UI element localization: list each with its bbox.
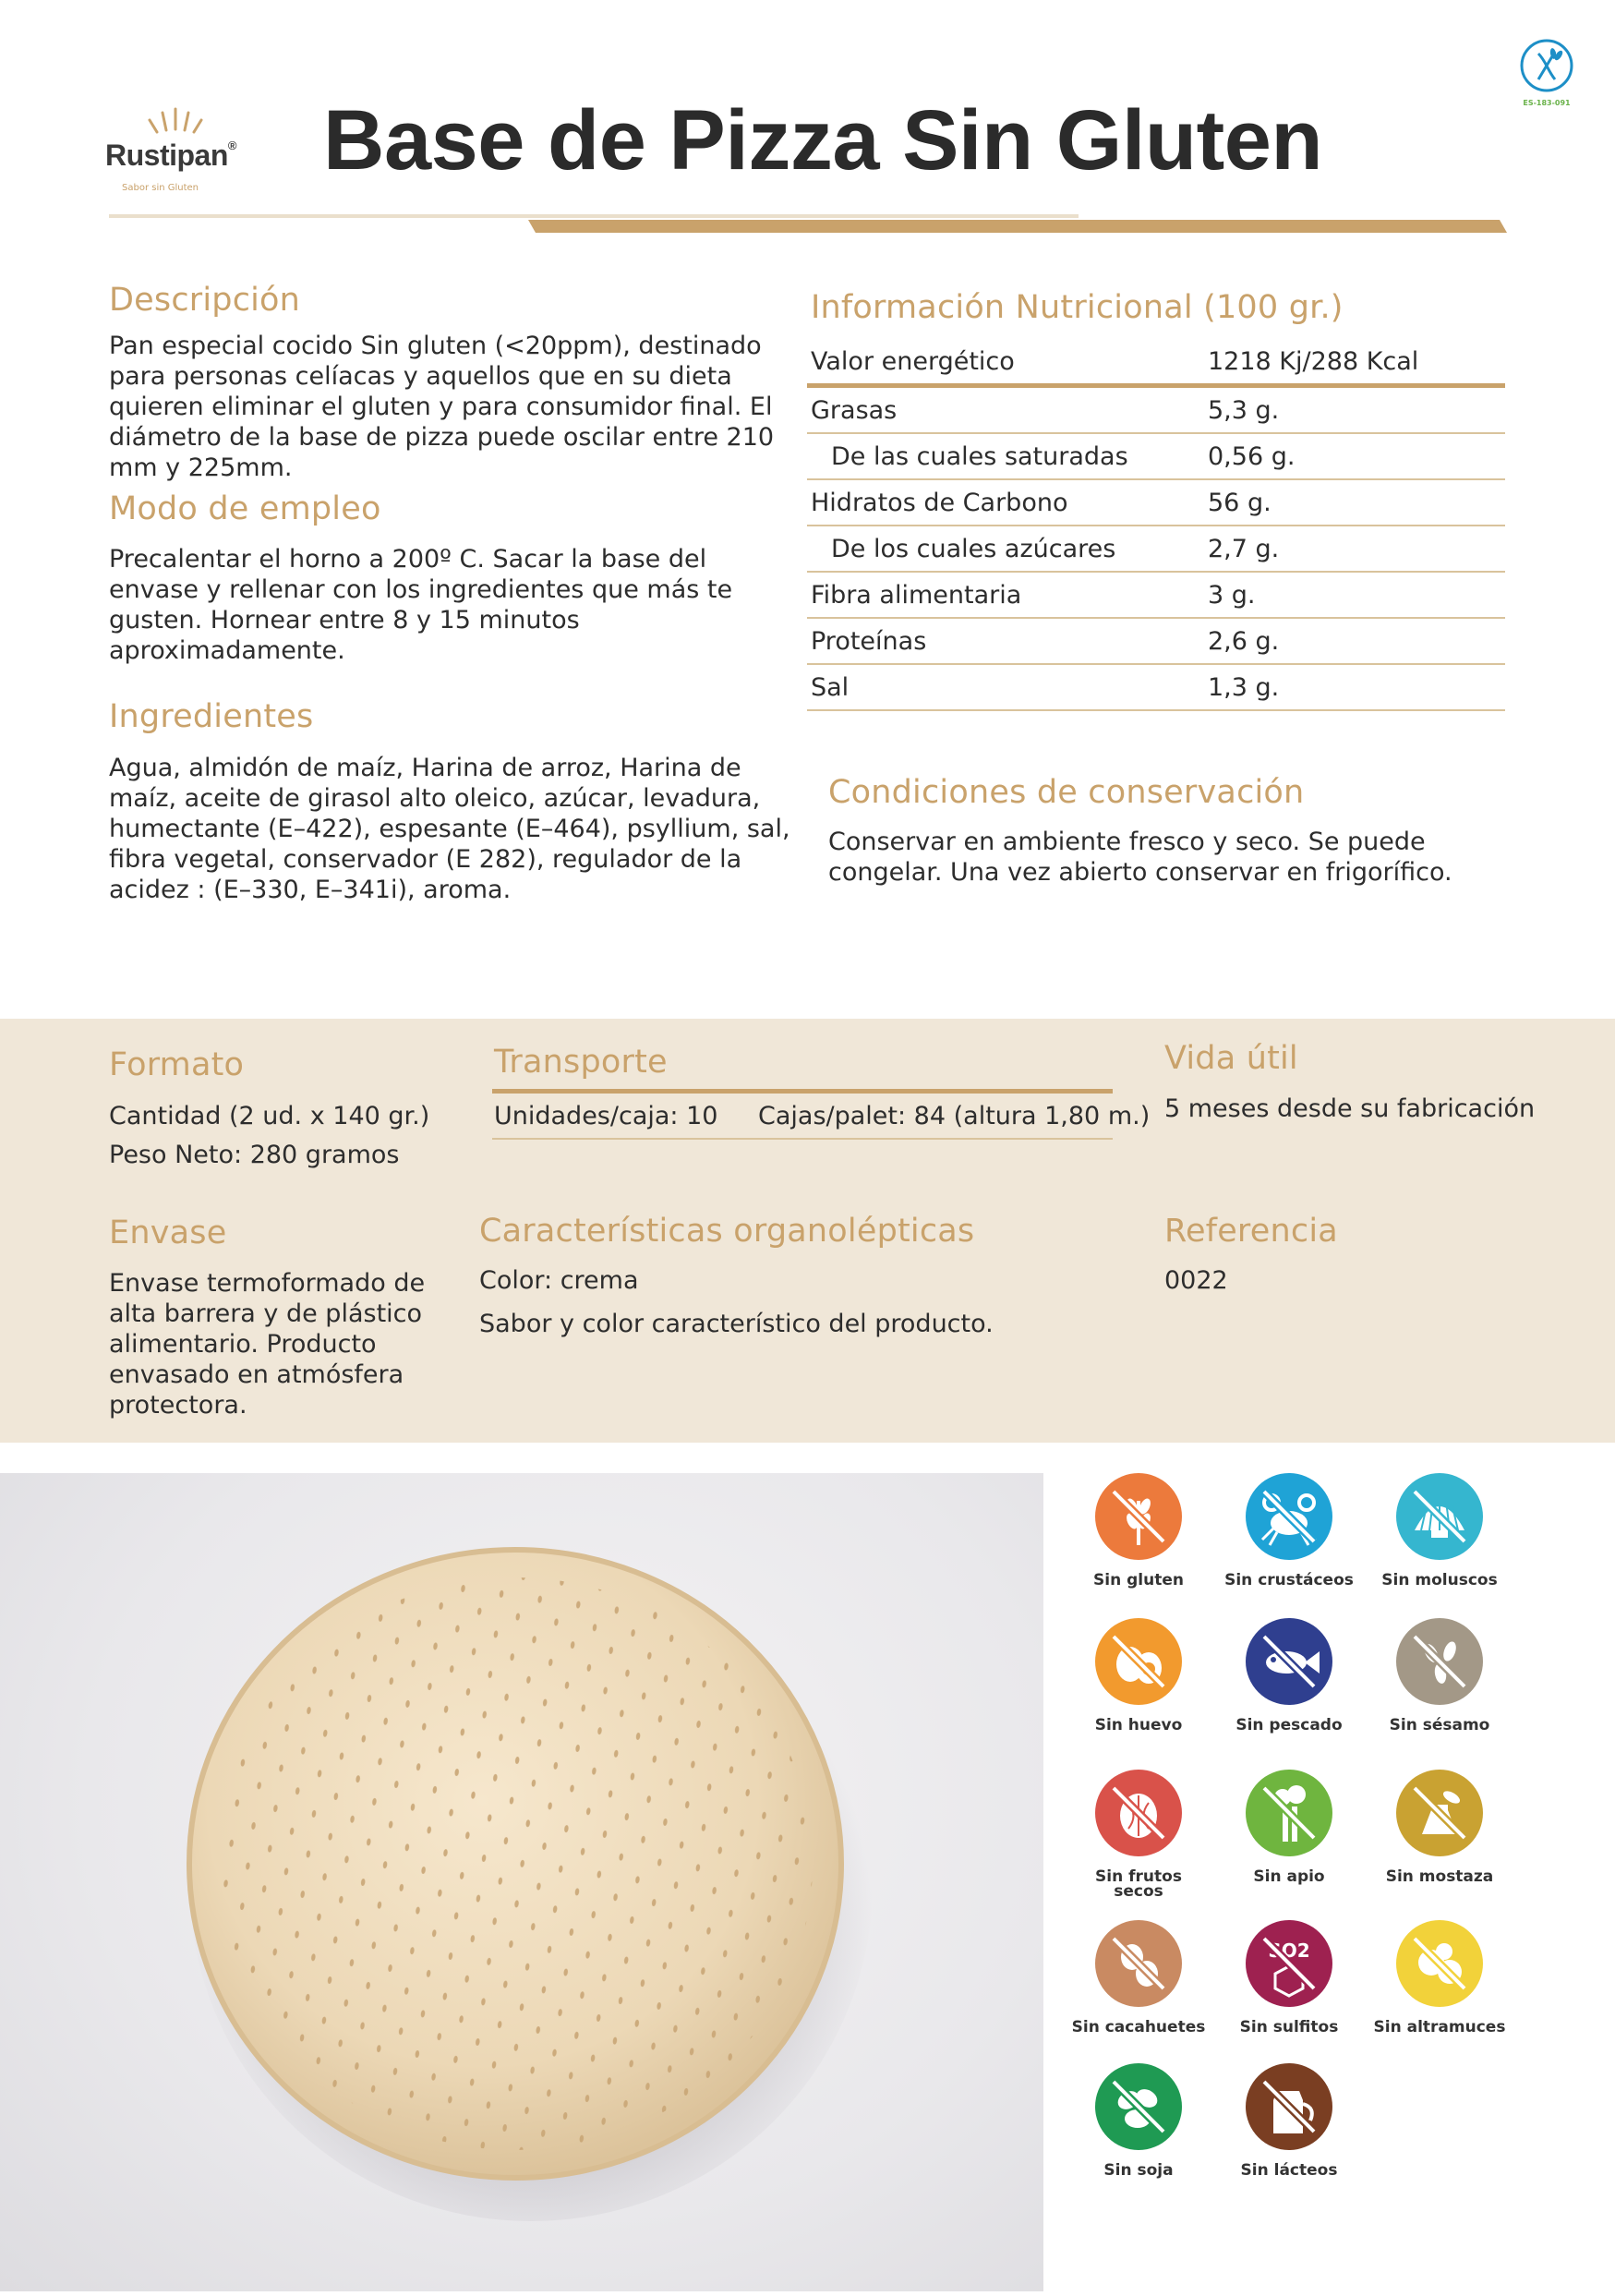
page-title: Base de Pizza Sin Gluten bbox=[323, 93, 1323, 187]
crossed-grain-icon bbox=[1518, 37, 1575, 94]
transporte-cajas: Cajas/palet: 84 (altura 1,80 m.) bbox=[758, 1102, 1151, 1130]
nutrition-label: Hidratos de Carbono bbox=[807, 479, 1204, 526]
formato-line1: Cantidad (2 ud. x 140 gr.) bbox=[109, 1102, 430, 1130]
ingredientes-text: Agua, almidón de maíz, Harina de arroz, Harina de maíz, aceite de girasol alto oleico, azúcar, levadura, humectante (E–422), espesante (E–464), psyllium, sal, fibra vegetal, conservador (E 282), regulador de la acidez : (E–330, E–341i), aroma. bbox=[109, 754, 790, 904]
allergen-label: Sin huevo bbox=[1094, 1716, 1183, 1734]
nutrition-row bbox=[807, 618, 1505, 664]
nutrition-row bbox=[807, 526, 1505, 572]
organolepticas-line2: Sabor y color característico del producto. bbox=[479, 1310, 994, 1338]
allergen-label: Sin crustáceos bbox=[1224, 1571, 1354, 1589]
transporte-heading: Transporte bbox=[494, 1044, 668, 1081]
sulfite-icon bbox=[1246, 1920, 1332, 2007]
allergen-item bbox=[1361, 1920, 1518, 2035]
allergen-label: Sin sésamo bbox=[1389, 1716, 1490, 1734]
brand-reg: ® bbox=[227, 139, 236, 152]
header-thin-line bbox=[109, 214, 1079, 218]
wheat-icon bbox=[1095, 1473, 1182, 1560]
vida-util-heading: Vida útil bbox=[1164, 1040, 1298, 1077]
svg-text:SO2: SO2 bbox=[1268, 1940, 1310, 1962]
egg-icon bbox=[1095, 1618, 1182, 1705]
crab-icon bbox=[1246, 1473, 1332, 1560]
envase-heading: Envase bbox=[109, 1214, 227, 1251]
conservacion-text: Conservar en ambiente fresco y seco. Se puede congelar. Una vez abierto conservar en frigorífico. bbox=[828, 828, 1452, 887]
allergen-item bbox=[1211, 2063, 1368, 2178]
allergen-label: Sin soja bbox=[1103, 2161, 1174, 2180]
product-photo bbox=[0, 1473, 1043, 2291]
header-gold-bar bbox=[528, 220, 1507, 238]
nutrition-row bbox=[807, 386, 1505, 434]
allergen-item bbox=[1060, 1770, 1217, 1899]
allergen-item bbox=[1060, 2063, 1217, 2178]
referencia-heading: Referencia bbox=[1164, 1213, 1338, 1250]
sesame-icon bbox=[1396, 1618, 1483, 1705]
allergen-item bbox=[1361, 1473, 1518, 1588]
allergen-label: Sin altramuces bbox=[1373, 2018, 1506, 2036]
celery-icon bbox=[1246, 1770, 1332, 1856]
organolepticas-heading: Características organolépticas bbox=[479, 1213, 975, 1250]
fish-icon bbox=[1246, 1618, 1332, 1705]
allergen-label: Sin gluten bbox=[1093, 1571, 1184, 1589]
peanut-icon bbox=[1095, 1920, 1182, 2007]
nutrition-label: De los cuales azúcares bbox=[807, 526, 1204, 572]
milk-icon bbox=[1246, 2063, 1332, 2150]
modo-empleo-text: Precalentar el horno a 200º C. Sacar la base del envase y rellenar con los ingredientes que más te gusten. Hornear entre 8 y 15 minutos aproximadamente. bbox=[109, 545, 733, 665]
nutrition-row bbox=[807, 664, 1505, 710]
allergen-label: Sin apio bbox=[1253, 1867, 1325, 1886]
nutrition-row bbox=[807, 572, 1505, 618]
nutrition-value: 2,6 g. bbox=[1204, 618, 1505, 664]
allergen-label: Sin frutos secos bbox=[1095, 1867, 1182, 1901]
allergen-grid bbox=[1043, 1473, 1615, 2291]
lupin-icon bbox=[1396, 1920, 1483, 2007]
organolepticas-line1: Color: crema bbox=[479, 1266, 639, 1295]
nutrition-table bbox=[807, 339, 1505, 711]
ingredientes-heading: Ingredientes bbox=[109, 698, 314, 735]
nutrition-label: Valor energético bbox=[807, 339, 1204, 386]
allergen-item bbox=[1361, 1770, 1518, 1884]
brand-logo bbox=[102, 103, 249, 200]
brand-name: Rustipan bbox=[105, 139, 228, 172]
soy-icon bbox=[1095, 2063, 1182, 2150]
allergen-item bbox=[1211, 1920, 1368, 2035]
nutrition-label: De las cuales saturadas bbox=[807, 433, 1204, 479]
allergen-label: Sin moluscos bbox=[1381, 1571, 1498, 1589]
nutrition-value: 56 g. bbox=[1204, 479, 1505, 526]
shell-icon bbox=[1396, 1473, 1483, 1560]
vida-util-text: 5 meses desde su fabricación bbox=[1164, 1094, 1536, 1123]
brand-tagline: Sabor sin Gluten bbox=[122, 183, 199, 193]
nutrition-value: 1218 Kj/288 Kcal bbox=[1204, 339, 1505, 386]
allergen-label: Sin mostaza bbox=[1385, 1867, 1494, 1886]
nutrition-label: Fibra alimentaria bbox=[807, 572, 1204, 618]
nutrition-label: Grasas bbox=[807, 386, 1204, 434]
nutrition-value: 3 g. bbox=[1204, 572, 1505, 618]
nutrition-value: 0,56 g. bbox=[1204, 433, 1505, 479]
certification-code: ES-183-091 bbox=[1523, 99, 1571, 107]
allergen-label: Sin pescado bbox=[1235, 1716, 1343, 1734]
referencia-value: 0022 bbox=[1164, 1266, 1228, 1295]
conservacion-heading: Condiciones de conservación bbox=[828, 774, 1305, 811]
sun-rays-icon bbox=[129, 103, 222, 140]
allergen-item bbox=[1060, 1920, 1217, 2035]
allergen-item bbox=[1211, 1618, 1368, 1733]
nutrition-value: 1,3 g. bbox=[1204, 664, 1505, 710]
allergen-item bbox=[1211, 1473, 1368, 1588]
nutrition-row bbox=[807, 479, 1505, 526]
nutrition-row bbox=[807, 433, 1505, 479]
formato-heading: Formato bbox=[109, 1046, 245, 1083]
nut-icon bbox=[1095, 1770, 1182, 1856]
nutrition-value: 2,7 g. bbox=[1204, 526, 1505, 572]
nutrition-value: 5,3 g. bbox=[1204, 386, 1505, 434]
allergen-item bbox=[1060, 1618, 1217, 1733]
allergen-item bbox=[1060, 1473, 1217, 1588]
descripcion-heading: Descripción bbox=[109, 282, 301, 319]
envase-text: Envase termoformado de alta barrera y de plástico alimentario. Producto envasado en atmósfera protectora. bbox=[109, 1269, 426, 1420]
allergen-label: Sin lácteos bbox=[1240, 2161, 1338, 2180]
formato-line2: Peso Neto: 280 gramos bbox=[109, 1141, 400, 1169]
transporte-bottom-rule bbox=[492, 1138, 1113, 1140]
allergen-item bbox=[1211, 1770, 1368, 1884]
pizza-base-image bbox=[0, 1473, 1043, 2291]
mustard-icon bbox=[1396, 1770, 1483, 1856]
nutricional-heading: Información Nutricional (100 gr.) bbox=[811, 289, 1344, 326]
transporte-unidades: Unidades/caja: 10 bbox=[494, 1102, 718, 1130]
allergen-item bbox=[1361, 1618, 1518, 1733]
nutrition-label: Proteínas bbox=[807, 618, 1204, 664]
nutrition-label: Sal bbox=[807, 664, 1204, 710]
nutrition-row bbox=[807, 339, 1505, 386]
descripcion-text: Pan especial cocido Sin gluten (<20ppm), destinado para personas celíacas y aquellos que en su dieta quieren eliminar el gluten y para consumidor final. El diámetro de la base de pizza puede oscilar entre 210 mm y 225mm. bbox=[109, 332, 775, 482]
gluten-free-badge bbox=[1518, 37, 1575, 107]
modo-empleo-heading: Modo de empleo bbox=[109, 490, 381, 527]
allergen-label: Sin sulfitos bbox=[1239, 2018, 1339, 2036]
allergen-label: Sin cacahuetes bbox=[1071, 2018, 1206, 2036]
transporte-top-rule bbox=[492, 1089, 1113, 1094]
